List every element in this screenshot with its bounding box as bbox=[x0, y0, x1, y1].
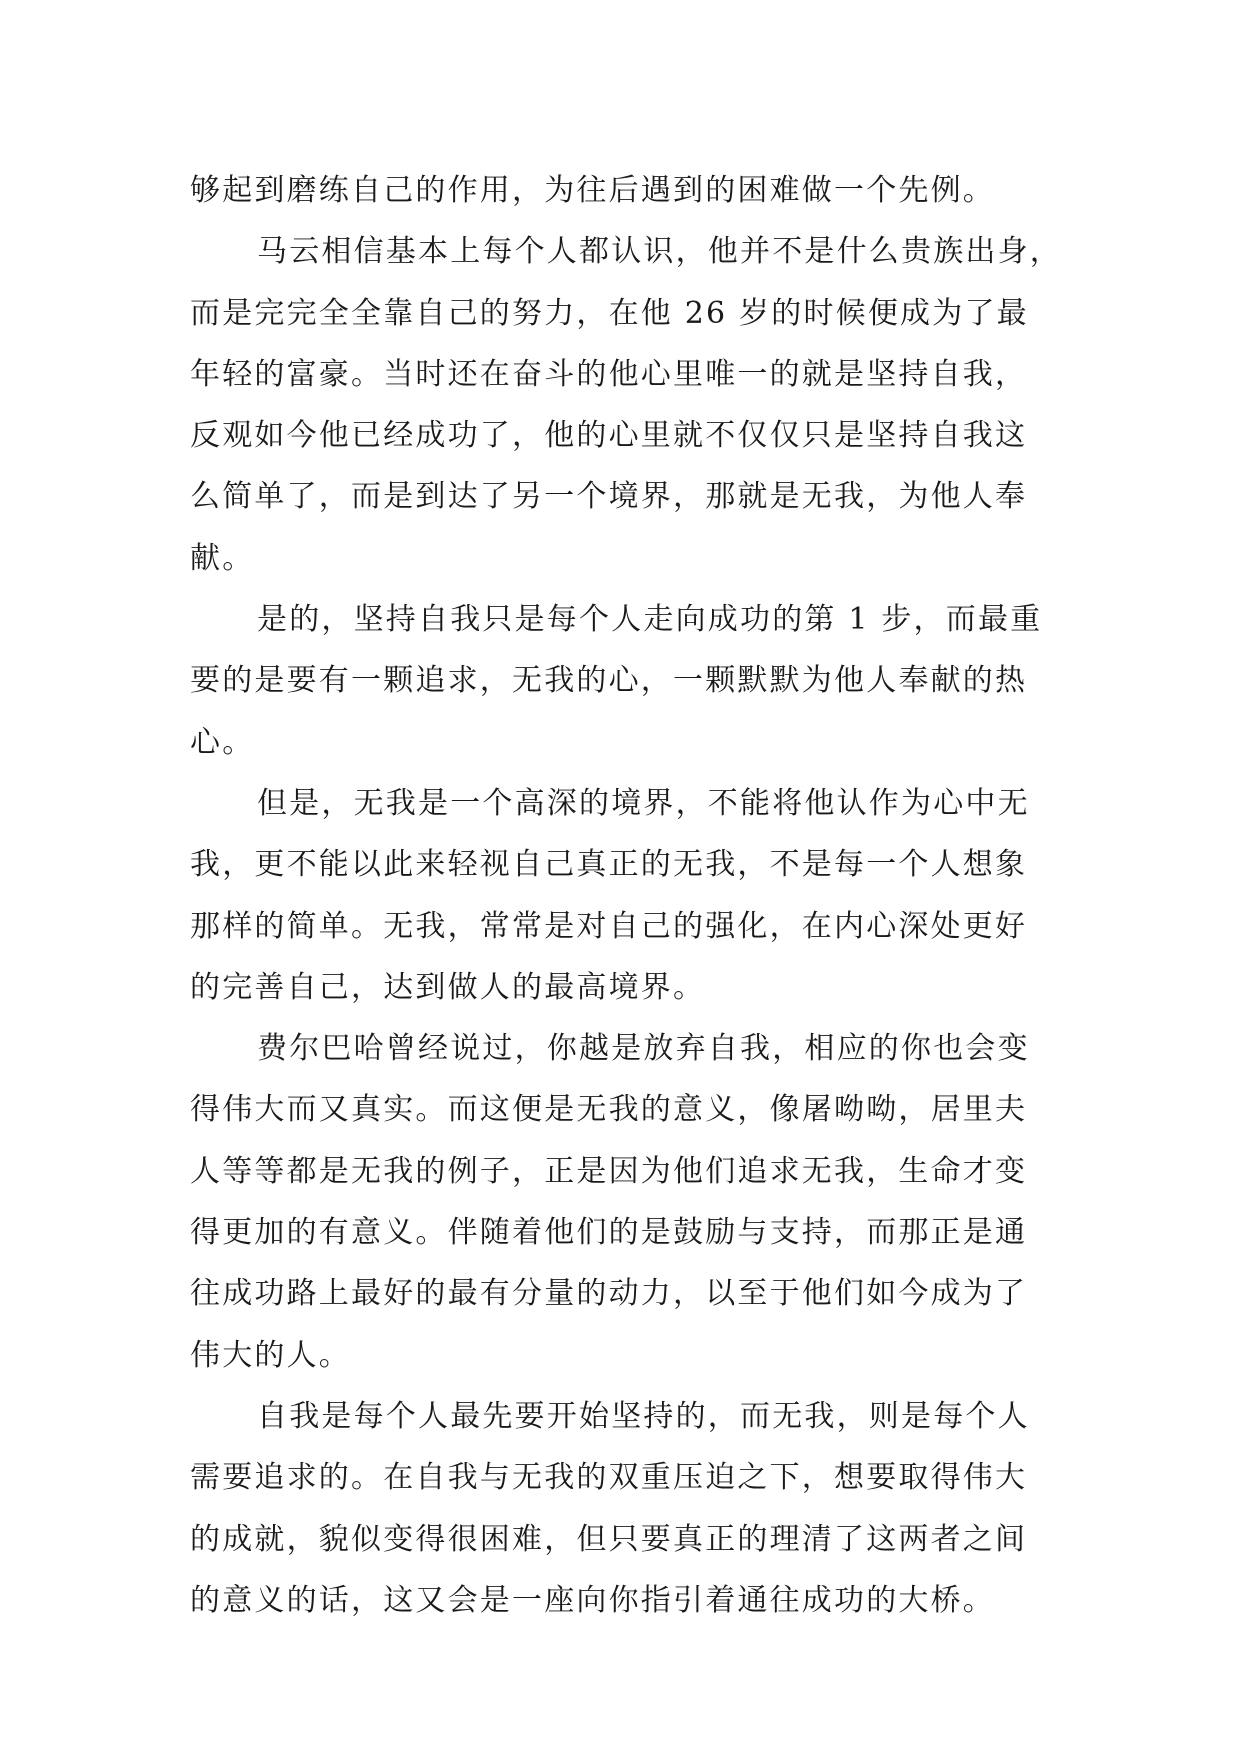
text-line: 心。 bbox=[190, 724, 255, 760]
text-line: 人等等都是无我的例子，正是因为他们追求无我，生命才变 bbox=[190, 1153, 1028, 1189]
text-line: 的完善自己，达到做人的最高境界。 bbox=[190, 969, 706, 1005]
text-line: 那样的简单。无我，常常是对自己的强化，在内心深处更好 bbox=[190, 908, 1028, 944]
text-line: 要的是要有一颗追求，无我的心，一颗默默为他人奉献的热 bbox=[190, 663, 1028, 699]
text-line: 得更加的有意义。伴随着他们的是鼓励与支持，而那正是通 bbox=[190, 1215, 1028, 1251]
paragraph-start-line: 马云相信基本上每个人都认识，他并不是什么贵族出身， bbox=[257, 234, 1062, 270]
text-line: 够起到磨练自己的作用，为往后遇到的困难做一个先例。 bbox=[190, 173, 995, 208]
text-line: 年轻的富豪。当时还在奋斗的他心里唯一的就是坚持自我， bbox=[190, 356, 1028, 392]
text-line: 反观如今他已经成功了，他的心里就不仅仅只是坚持自我这 bbox=[190, 418, 1028, 454]
text-line: 往成功路上最好的最有分量的动力，以至于他们如今成为了 bbox=[190, 1276, 1028, 1312]
text-line: 献。 bbox=[190, 540, 255, 576]
paragraph-start-line: 自我是每个人最先要开始坚持的，而无我，则是每个人 bbox=[257, 1398, 1030, 1434]
text-line: 我，更不能以此来轻视自己真正的无我，不是每一个人想象 bbox=[190, 847, 1028, 883]
paragraph-start-line: 但是，无我是一个高深的境界，不能将他认作为心中无 bbox=[257, 785, 1030, 821]
text-line: 伟大的人。 bbox=[190, 1337, 351, 1373]
document-body bbox=[190, 160, 1070, 1631]
text-line: 的意义的话，这又会是一座向你指引着通往成功的大桥。 bbox=[190, 1582, 995, 1618]
text-line: 而是完完全全靠自己的努力，在他 26 岁的时候便成为了最 bbox=[190, 295, 1029, 331]
text-line: 得伟大而又真实。而这便是无我的意义，像屠呦呦，居里夫 bbox=[190, 1092, 1028, 1128]
paragraph-start-line: 费尔巴哈曾经说过，你越是放弃自我，相应的你也会变 bbox=[257, 1031, 1030, 1067]
text-line: 需要追求的。在自我与无我的双重压迫之下，想要取得伟大 bbox=[190, 1460, 1028, 1496]
text-line: 的成就，貌似变得很困难，但只要真正的理清了这两者之间 bbox=[190, 1521, 1028, 1557]
text-line: 么简单了，而是到达了另一个境界，那就是无我，为他人奉 bbox=[190, 479, 1028, 515]
paragraph-start-line: 是的，坚持自我只是每个人走向成功的第 1 步，而最重 bbox=[257, 602, 1043, 638]
